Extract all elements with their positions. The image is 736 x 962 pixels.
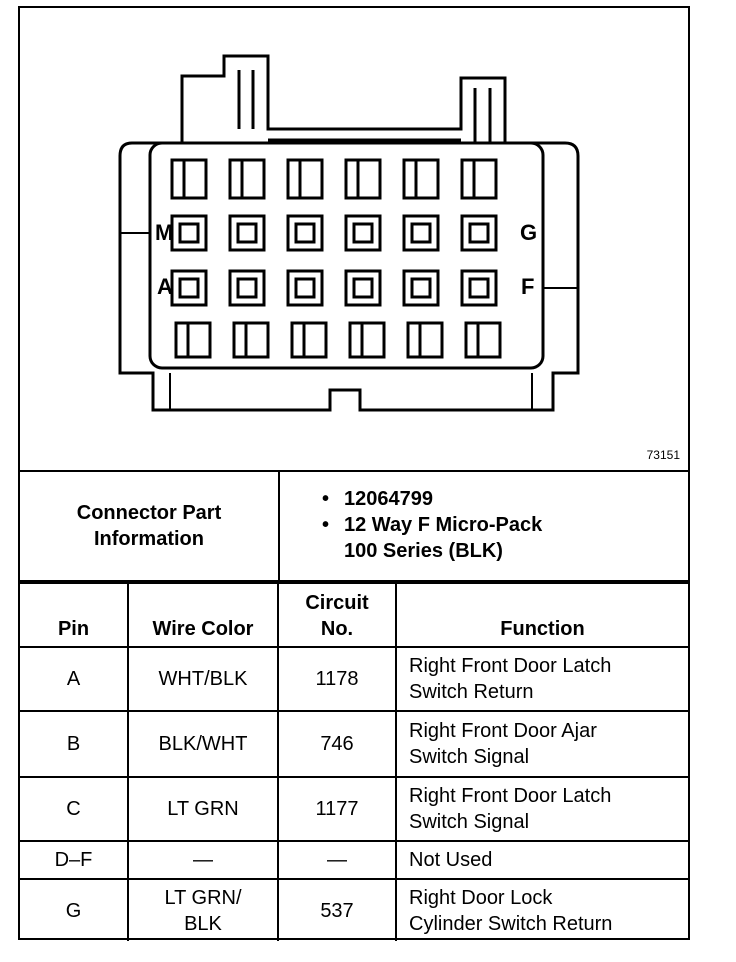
keyed-cavity bbox=[172, 160, 206, 198]
pin-label-f: F bbox=[521, 274, 535, 299]
connector-housing bbox=[120, 143, 578, 410]
function-line2: Switch Signal bbox=[409, 746, 530, 768]
header-circuit-line2: No. bbox=[320, 618, 354, 640]
pin-label-g: G bbox=[520, 220, 538, 245]
connector-part-information bbox=[20, 472, 688, 582]
terminal-cavity bbox=[288, 216, 322, 250]
terminal-cavity bbox=[288, 271, 322, 305]
figure-number: 73151 bbox=[646, 448, 680, 462]
keyed-cavity bbox=[230, 160, 264, 198]
table-header-row bbox=[20, 583, 688, 647]
table-row bbox=[20, 879, 688, 941]
function-cell bbox=[396, 879, 688, 941]
table-row bbox=[20, 777, 688, 841]
pin-function-table bbox=[20, 582, 688, 941]
pin-cell: D–F bbox=[20, 841, 128, 879]
top-keyed-cavity-row bbox=[172, 160, 496, 198]
keyed-cavity bbox=[234, 323, 268, 357]
function-line2: Cylinder Switch Return bbox=[409, 912, 613, 935]
terminal-cavity bbox=[230, 216, 264, 250]
circuit-cell: 1177 bbox=[278, 777, 396, 841]
wire-color-line1: LT GRN/ bbox=[164, 886, 242, 909]
pin-label-a: A bbox=[157, 274, 173, 299]
header-function: Function bbox=[396, 583, 688, 647]
terminal-cavity bbox=[462, 216, 496, 250]
wire-color-cell: LT GRN bbox=[128, 777, 278, 841]
keyed-cavity bbox=[404, 160, 438, 198]
keyed-cavity bbox=[288, 160, 322, 198]
terminal-cavity bbox=[346, 271, 380, 305]
function-cell bbox=[396, 647, 688, 711]
keyed-cavity bbox=[408, 323, 442, 357]
latch-outline bbox=[182, 56, 505, 143]
function-cell bbox=[396, 711, 688, 777]
part-info-label: Connector Part Information bbox=[20, 472, 280, 580]
circuit-cell: 746 bbox=[278, 711, 396, 777]
terminal-cavity bbox=[172, 216, 206, 250]
function-line2: Switch Return bbox=[409, 681, 534, 703]
header-wire-color: Wire Color bbox=[128, 583, 278, 647]
part-info-item bbox=[280, 486, 680, 512]
terminal-cavity bbox=[346, 216, 380, 250]
pin-cell: B bbox=[20, 711, 128, 777]
function-cell bbox=[396, 777, 688, 841]
bullet-icon: • bbox=[322, 514, 330, 536]
part-number: 12064799 bbox=[344, 488, 433, 510]
connector-description: 12 Way F Micro-Pack bbox=[344, 514, 543, 536]
keyed-cavity bbox=[466, 323, 500, 357]
wire-color-cell: — bbox=[128, 841, 278, 879]
wire-color-cell: BLK/WHT bbox=[128, 711, 278, 777]
header-circuit-line1: Circuit bbox=[305, 592, 369, 614]
function-line1: Right Front Door Latch bbox=[409, 785, 612, 807]
circuit-cell: 1178 bbox=[278, 647, 396, 711]
pin-cell: G bbox=[20, 879, 128, 941]
wire-color-cell: WHT/BLK bbox=[128, 647, 278, 711]
table-row bbox=[20, 841, 688, 879]
function-line1: Right Front Door Latch bbox=[409, 655, 612, 677]
connector-diagram bbox=[20, 8, 688, 472]
part-info-item bbox=[280, 512, 680, 538]
header-circuit-no bbox=[278, 583, 396, 647]
circuit-cell: — bbox=[278, 841, 396, 879]
function-line1: Right Door Lock bbox=[409, 886, 553, 909]
function-line1: Right Front Door Ajar bbox=[409, 720, 597, 742]
keyed-cavity bbox=[350, 323, 384, 357]
pin-label-m: M bbox=[155, 220, 174, 245]
terminal-cavity bbox=[172, 271, 206, 305]
bottom-keyed-cavity-row bbox=[176, 323, 500, 357]
function-line2: Switch Signal bbox=[409, 811, 530, 833]
keyed-cavity bbox=[462, 160, 496, 198]
pin-cell: A bbox=[20, 647, 128, 711]
pin-cell: C bbox=[20, 777, 128, 841]
function-cell: Not Used bbox=[396, 841, 688, 879]
table-row bbox=[20, 711, 688, 777]
circuit-cell: 537 bbox=[278, 879, 396, 941]
keyed-cavity bbox=[292, 323, 326, 357]
terminal-cavity bbox=[404, 216, 438, 250]
header-pin: Pin bbox=[20, 583, 128, 647]
keyed-cavity bbox=[176, 323, 210, 357]
terminal-cavity bbox=[404, 271, 438, 305]
part-info-list bbox=[280, 486, 680, 564]
terminal-row-a-to-f bbox=[172, 271, 496, 305]
connector-info-sheet bbox=[18, 6, 690, 940]
connector-series: 100 Series (BLK) bbox=[344, 540, 503, 562]
terminal-row-m-to-g bbox=[172, 216, 496, 250]
connector-face-drawing bbox=[20, 8, 688, 470]
terminal-cavity bbox=[230, 271, 264, 305]
bullet-icon: • bbox=[322, 488, 330, 510]
table-row bbox=[20, 647, 688, 711]
keyed-cavity bbox=[346, 160, 380, 198]
wire-color-line2: BLK bbox=[184, 912, 222, 935]
terminal-cavity bbox=[462, 271, 496, 305]
wire-color-cell bbox=[128, 879, 278, 941]
